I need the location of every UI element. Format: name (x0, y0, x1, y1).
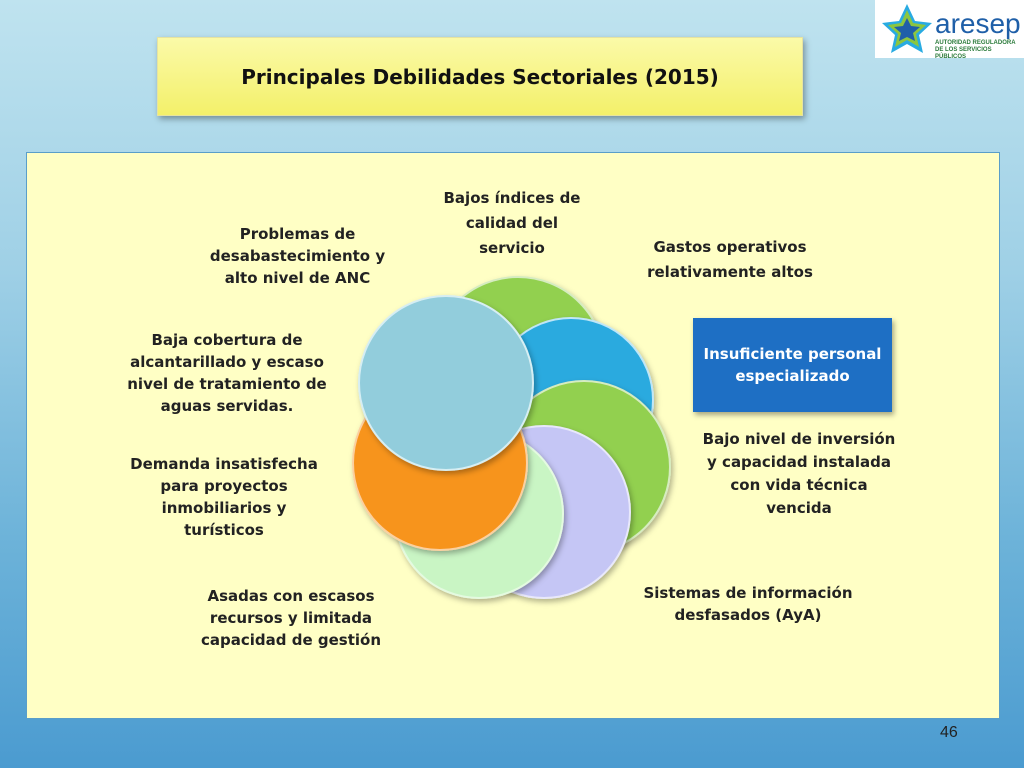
label-problemas-desabastecimiento: Problemas de desabastecimiento y alto nivel de ANC (209, 225, 386, 287)
title-box (157, 37, 803, 116)
label-bajo-nivel-inversion: Bajo nivel de inversión y capacidad instalada con vida técnica vencida (702, 430, 896, 517)
page-title: Principales Debilidades Sectoriales (2015) (241, 64, 719, 89)
label-asadas: Asadas con escasos recursos y limitada capacidad de gestión (201, 587, 381, 649)
label-sistemas-informacion: Sistemas de información desfasados (AyA) (643, 584, 853, 624)
label-gastos-operativos: Gastos operativos relativamente altos (647, 238, 813, 281)
aresep-logo (875, 0, 1024, 58)
label-insuficiente-personal-text: Insuficiente personal especializado (703, 345, 882, 385)
label-bajos-indices: Bajos índices de calidad del servicio (443, 189, 581, 257)
label-demanda-insatisfecha: Demanda insatisfecha para proyectos inmobiliarios y turísticos (130, 455, 318, 539)
aresep-star-icon (879, 1, 935, 57)
page-number: 46 (940, 724, 958, 741)
label-insuficiente-personal (693, 318, 892, 412)
logo-subtitle: AUTORIDAD REGULADORA DE LOS SERVICIOS PÚBLICOS (935, 40, 1016, 60)
logo-brand: aresep (935, 8, 1021, 39)
label-baja-cobertura: Baja cobertura de alcantarillado y escaso nivel de tratamiento de aguas servidas. (127, 331, 327, 415)
